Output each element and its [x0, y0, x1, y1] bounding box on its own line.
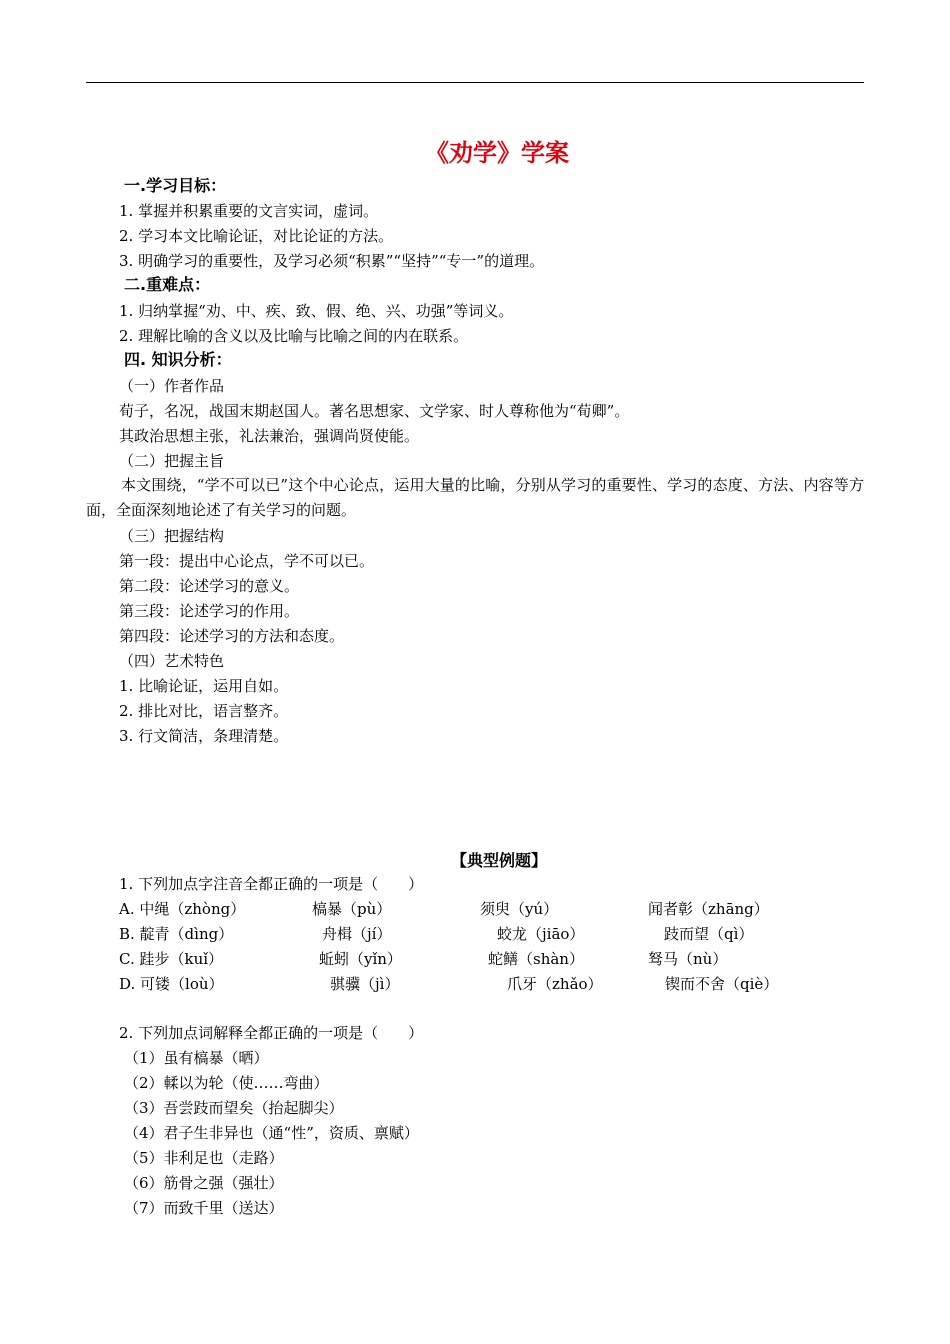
header-rule: [86, 82, 864, 83]
structure-line: 第四段：论述学习的方法和态度。: [119, 627, 345, 645]
option-c-3: 蛇鳝（shàn）: [488, 950, 584, 968]
art-line: 1. 比喻论证，运用自如。: [119, 677, 289, 695]
option-b-2: 舟楫（jí）: [322, 925, 392, 943]
option-d-1: D. 可镂（loù）: [119, 975, 224, 993]
author-heading: （一）作者作品: [119, 377, 225, 395]
goal-item: 2. 学习本文比喻论证，对比论证的方法。: [119, 227, 394, 245]
author-line: 荀子，名况，战国末期赵国人。著名思想家、文学家、时人尊称他为“荀卿”。: [119, 402, 630, 420]
theme-paragraph: 本文围绕，“学不可以已”这个中心论点，运用大量的比喻，分别从学习的重要性、学习的态度、方法、内容等方面，全面深刻地论述了有关学习的问题。: [86, 476, 864, 519]
question-2-item: （1）虽有槁暴（晒）: [124, 1049, 269, 1067]
option-c-2: 蚯蚓（yǐn）: [319, 950, 402, 968]
option-a-3: 须臾（yú）: [480, 900, 559, 918]
key-point-item: 2. 理解比喻的含义以及比喻与比喻之间的内在联系。: [119, 327, 469, 345]
structure-line: 第二段：论述学习的意义。: [119, 577, 300, 595]
question-2-item: （6）筋骨之强（强壮）: [124, 1174, 284, 1192]
theme-heading: （二）把握主旨: [119, 452, 225, 470]
goal-item: 1. 掌握并积累重要的文言实词，虚词。: [119, 202, 379, 220]
option-a-2: 槁暴（pù）: [312, 900, 392, 918]
option-d-2: 骐骥（jì）: [330, 975, 400, 993]
option-d-4: 锲而不舍（qiè）: [665, 975, 779, 993]
option-a-1: A. 中绳（zhòng）: [119, 900, 246, 918]
document-title: 《劝学》学案: [425, 139, 569, 167]
option-b-1: B. 靛青（dìng）: [119, 925, 234, 943]
art-line: 3. 行文简洁，条理清楚。: [119, 727, 289, 745]
option-a-4: 闻者彰（zhāng）: [648, 900, 769, 918]
option-c-4: 驽马（nù）: [648, 950, 728, 968]
question-2-item: （7）而致千里（送达）: [124, 1199, 284, 1217]
question-2-stem: 2. 下列加点词解释全都正确的一项是（ ）: [119, 1024, 424, 1042]
question-2-item: （2）輮以为轮（使……弯曲）: [124, 1074, 329, 1092]
author-line: 其政治思想主张，礼法兼治，强调尚贤使能。: [119, 427, 420, 445]
key-point-item: 1. 归纳掌握“劝、中、疾、致、假、绝、兴、功强”等词义。: [119, 302, 514, 320]
structure-line: 第三段：论述学习的作用。: [119, 602, 300, 620]
question-1-stem: 1. 下列加点字注音全都正确的一项是（ ）: [119, 875, 424, 893]
art-line: 2. 排比对比，语言整齐。: [119, 702, 289, 720]
goal-item: 3. 明确学习的重要性，及学习必须“积累”“坚持”“专一”的道理。: [119, 252, 545, 270]
option-c-1: C. 跬步（kuǐ）: [119, 950, 224, 968]
structure-line: 第一段：提出中心论点，学不可以已。: [119, 552, 375, 570]
option-d-3: 爪牙（zhǎo）: [507, 975, 603, 993]
question-2-item: （4）君子生非异也（通“性”，资质、禀赋）: [124, 1124, 419, 1142]
question-2-item: （3）吾尝跂而望矣（抬起脚尖）: [124, 1099, 344, 1117]
goals-heading: 一.学习目标：: [124, 176, 227, 195]
analysis-heading: 四. 知识分析：: [124, 350, 232, 369]
art-heading: （四）艺术特色: [119, 652, 225, 670]
structure-heading: （三）把握结构: [119, 527, 225, 545]
question-2-item: （5）非利足也（走路）: [124, 1149, 284, 1167]
option-b-3: 蛟龙（jiāo）: [497, 925, 585, 943]
key-points-heading: 二.重难点：: [124, 275, 211, 294]
option-b-4: 跂而望（qì）: [664, 925, 754, 943]
examples-heading: 【典型例题】: [450, 851, 547, 870]
